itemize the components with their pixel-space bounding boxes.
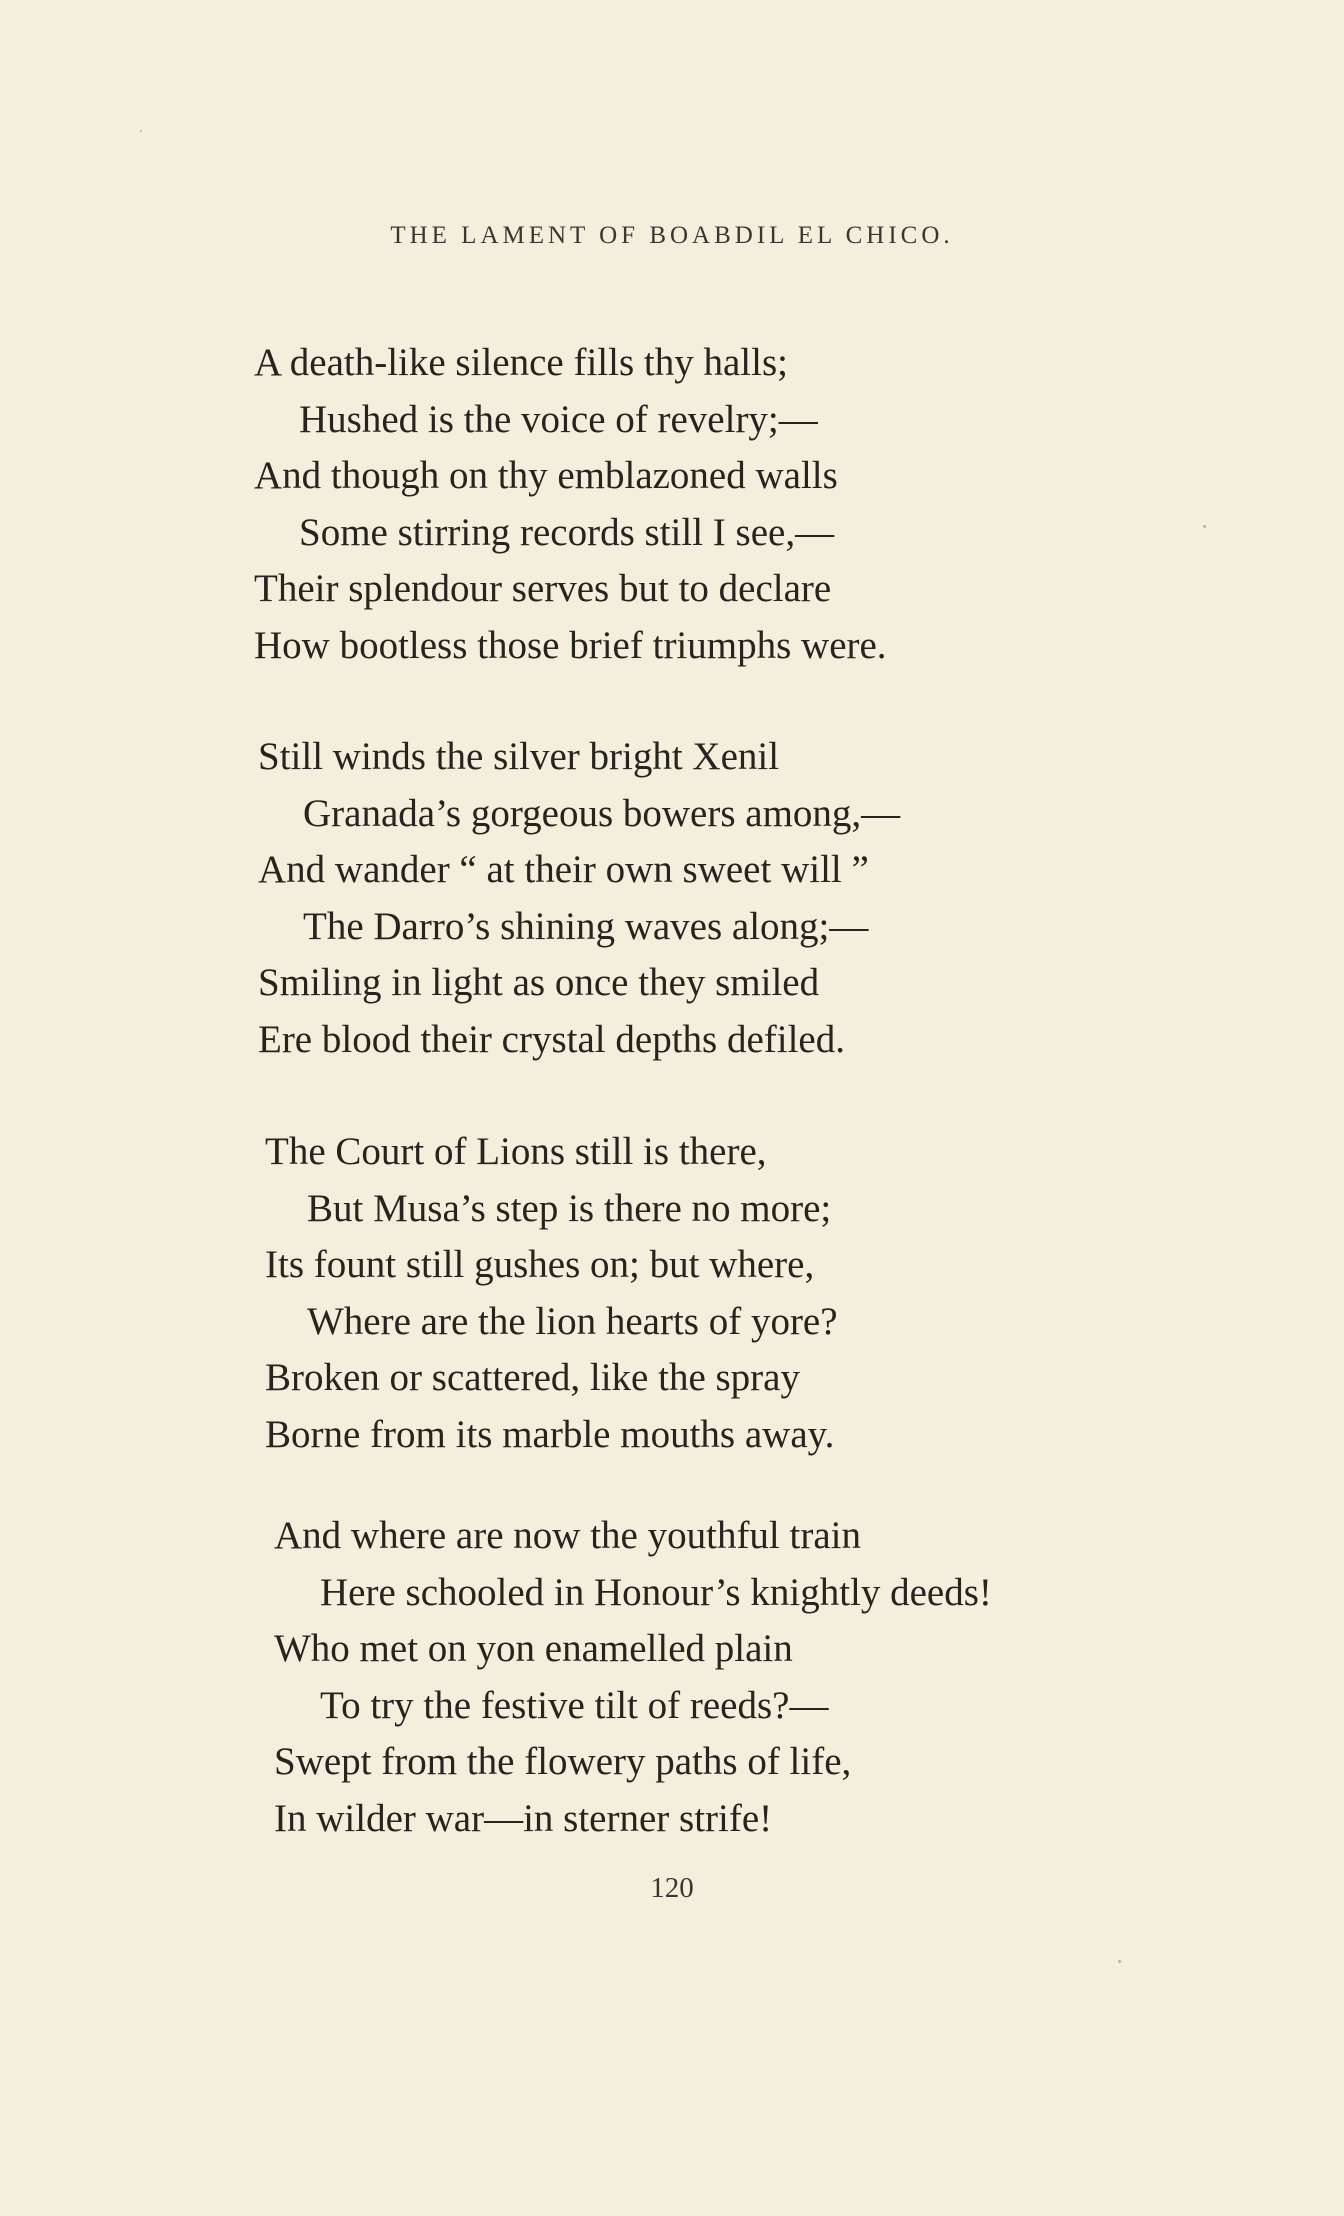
stanza-2 <box>258 729 1258 1068</box>
page-number: 120 <box>650 1872 694 1904</box>
poem-line: And where are now the youthful train <box>274 1514 861 1557</box>
poem-line: The Court of Lions still is there, <box>265 1130 767 1173</box>
poem-line: Here schooled in Honour’s knightly deeds! <box>320 1570 992 1614</box>
paper-speck <box>1118 1960 1121 1963</box>
poem-line: And though on thy emblazoned walls <box>254 454 838 497</box>
poem-line: Who met on yon enamelled plain <box>274 1627 793 1670</box>
poem-line: Their splendour serves but to declare <box>254 567 832 610</box>
poem-line: A death-like silence fills thy halls; <box>254 341 788 384</box>
poem-line: How bootless those brief triumphs were. <box>254 623 887 667</box>
poem-line: Some stirring records still I see,— <box>299 510 835 554</box>
poem-line: Still winds the silver bright Xenil <box>258 735 780 778</box>
poem-line: Hushed is the voice of revelry;— <box>299 397 818 441</box>
poem-line: Ere blood their crystal depths defiled. <box>258 1017 845 1061</box>
stanza-3 <box>265 1124 1265 1463</box>
poem-line: Borne from its marble mouths away. <box>265 1412 835 1456</box>
poem-line: To try the festive tilt of reeds?— <box>320 1683 829 1727</box>
poem-line: Broken or scattered, like the spray <box>265 1356 800 1399</box>
paper-speck <box>140 130 142 132</box>
paper-speck <box>1203 525 1206 528</box>
poem-line: But Musa’s step is there no more; <box>307 1186 832 1230</box>
poem-line: Smiling in light as once they smiled <box>258 961 820 1004</box>
poem-line: Its fount still gushes on; but where, <box>265 1243 815 1286</box>
running-head: THE LAMENT OF BOABDIL EL CHICO. <box>390 222 954 249</box>
poem-line: The Darro’s shining waves along;— <box>303 904 869 948</box>
poem-line: Swept from the flowery paths of life, <box>274 1740 852 1783</box>
stanza-1 <box>254 335 1254 674</box>
poem-line: Granada’s gorgeous bowers among,— <box>303 791 901 835</box>
poem-line: Where are the lion hearts of yore? <box>307 1299 838 1343</box>
poem-line: And wander “ at their own sweet will ” <box>258 848 869 891</box>
stanza-4 <box>274 1508 1274 1847</box>
poem-line: In wilder war—in sterner strife! <box>274 1796 773 1840</box>
